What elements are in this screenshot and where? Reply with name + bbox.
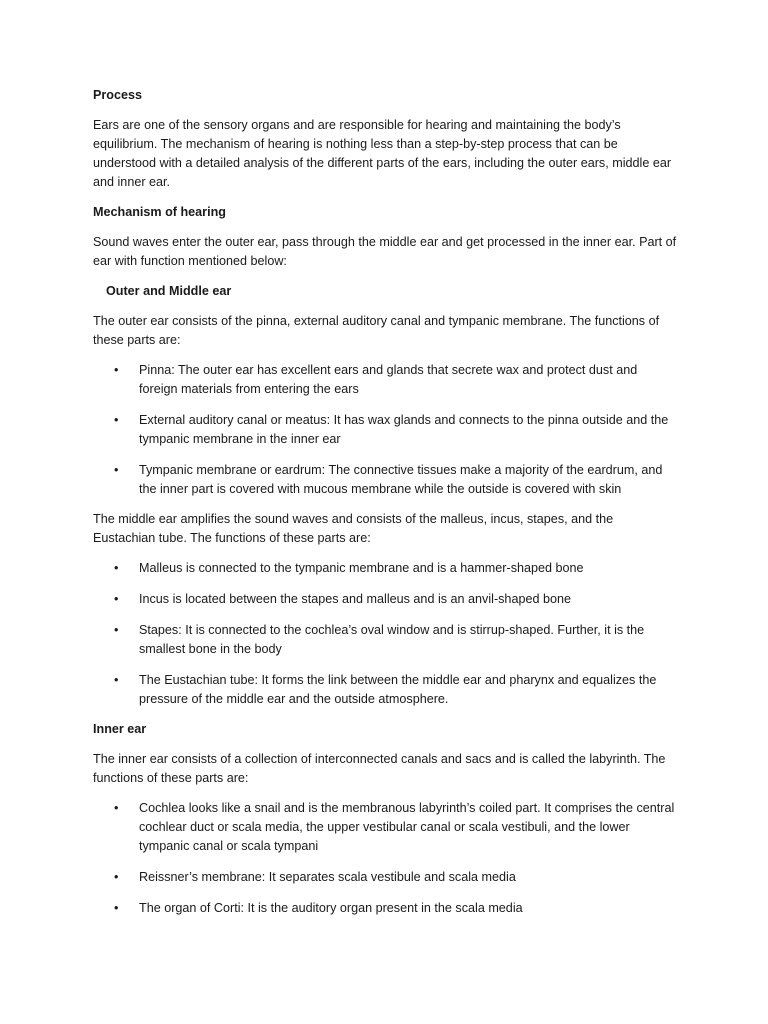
bullet-icon: •	[114, 673, 119, 687]
outer-ear-list	[93, 361, 678, 499]
list-item	[93, 799, 678, 856]
list-item	[93, 671, 678, 709]
bullet-icon: •	[114, 870, 119, 884]
bullet-icon: •	[114, 801, 119, 815]
list-item-text: Incus is located between the stapes and malleus and is an anvil-shaped bone	[139, 592, 571, 606]
list-item-text: Pinna: The outer ear has excellent ears and glands that secrete wax and protect dust and foreign materials from entering the ears	[139, 363, 638, 396]
bullet-icon: •	[114, 413, 119, 427]
bullet-icon: •	[114, 363, 119, 377]
document-page	[93, 86, 678, 929]
list-item	[93, 461, 678, 499]
list-item	[93, 361, 678, 399]
list-item-text: External auditory canal or meatus: It has wax glands and connects to the pinna outside and the tympanic membrane in the inner ear	[139, 413, 669, 446]
list-item-text: Cochlea looks like a snail and is the membranous labyrinth’s coiled part. It comprises the central cochlear duct or scala media, the upper vestibular canal or scala vestibuli, and the lower tympanic canal or scala tympani	[139, 801, 675, 853]
list-item-text: Tympanic membrane or eardrum: The connective tissues make a majority of the eardrum, and the inner part is covered with mucous membrane while the outside is covered with skin	[139, 463, 663, 496]
list-item-text: The Eustachian tube: It forms the link between the middle ear and pharynx and equalizes the pressure of the middle ear and the outside atmosphere.	[139, 673, 657, 706]
bullet-icon: •	[114, 561, 119, 575]
bullet-icon: •	[114, 463, 119, 477]
list-item-text: Malleus is connected to the tympanic membrane and is a hammer-shaped bone	[139, 561, 584, 575]
list-item	[93, 868, 678, 887]
list-item	[93, 590, 678, 609]
list-item	[93, 621, 678, 659]
list-item	[93, 559, 678, 578]
intro-paragraph: Ears are one of the sensory organs and are responsible for hearing and maintaining the body’s equilibrium. The mechanism of hearing is nothing less than a step-by-step process that can be understood with a detailed analysis of the different parts of the ears, including the outer ears, middle ear and inner ear.	[93, 118, 672, 189]
list-item	[93, 899, 678, 918]
list-item-text: The organ of Corti: It is the auditory organ present in the scala media	[139, 901, 523, 915]
middle-ear-list	[93, 559, 678, 709]
middle-ear-paragraph: The middle ear amplifies the sound waves and consists of the malleus, incus, stapes, and the Eustachian tube. The functions of these parts are:	[93, 512, 614, 545]
process-heading: Process	[93, 88, 143, 102]
inner-ear-list	[93, 799, 678, 918]
list-item-text: Reissner’s membrane: It separates scala vestibule and scala media	[139, 870, 516, 884]
mechanism-paragraph: Sound waves enter the outer ear, pass through the middle ear and get processed in the inner ear. Part of ear with function mentioned below:	[93, 235, 677, 268]
inner-ear-paragraph: The inner ear consists of a collection of interconnected canals and sacs and is called the labyrinth. The functions of these parts are:	[93, 752, 666, 785]
bullet-icon: •	[114, 592, 119, 606]
mechanism-heading: Mechanism of hearing	[93, 205, 226, 219]
list-item	[93, 411, 678, 449]
bullet-icon: •	[114, 901, 119, 915]
inner-ear-heading: Inner ear	[93, 722, 147, 736]
bullet-icon: •	[114, 623, 119, 637]
outer-ear-paragraph: The outer ear consists of the pinna, external auditory canal and tympanic membrane. The functions of these parts are:	[93, 314, 660, 347]
list-item-text: Stapes: It is connected to the cochlea’s oval window and is stirrup-shaped. Further, it is the smallest bone in the body	[139, 623, 645, 656]
outer-middle-heading: Outer and Middle ear	[106, 284, 232, 298]
